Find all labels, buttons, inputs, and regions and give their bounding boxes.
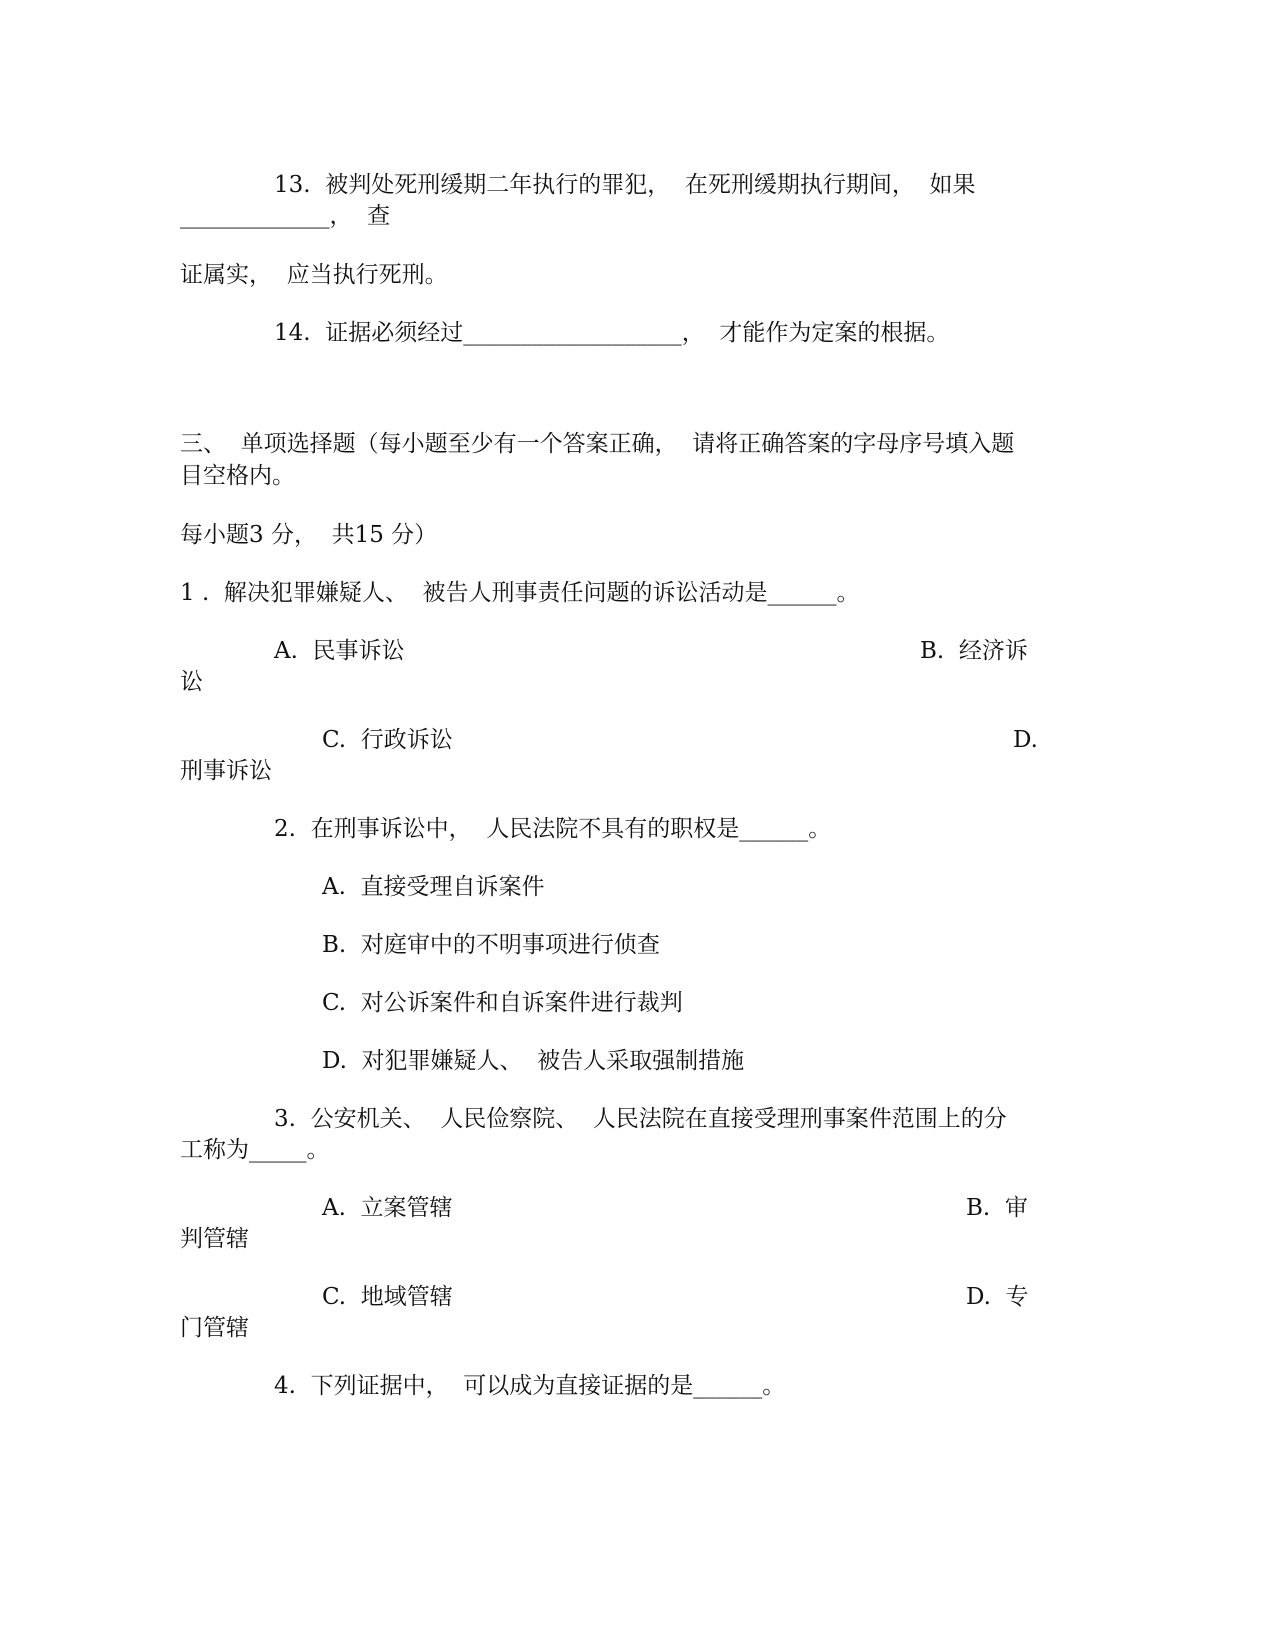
question-3: 3. 公安机关、 人民俭察院、 人民法院在直接受理刑事案件范围上的分 [274, 1106, 1007, 1132]
text-line: 13. 被判处死刑缓期二年执行的罪犯， 在死刑缓期执行期间， 如果 [274, 172, 976, 198]
question-1: 1 . 解决犯罪嫌疑人、 被告人刑事责任问题的诉讼活动是______。 [180, 580, 860, 606]
option-a: A. 直接受理自诉案件 [322, 874, 545, 900]
text-line: 讼 [180, 669, 203, 695]
text-line: 门管辖 [180, 1315, 249, 1341]
option-d: D. 专 [966, 1284, 1029, 1310]
option-b: B. 审 [966, 1195, 1028, 1221]
text-line: 工称为_____。 [180, 1137, 330, 1163]
option-b: B. 对庭审中的不明事项进行侦查 [322, 932, 660, 958]
text-line: 证属实， 应当执行死刑。 [180, 262, 448, 288]
option-d: D. 对犯罪嫌疑人、 被告人采取强制措施 [322, 1048, 745, 1074]
question-4: 4. 下列证据中， 可以成为直接证据的是______。 [274, 1373, 786, 1399]
text-line: _____________， 查 [180, 203, 391, 229]
text-line: 判管辖 [180, 1226, 249, 1252]
option-a: A. 民事诉讼 [274, 638, 405, 664]
option-d: D. [1013, 727, 1038, 753]
text-line: 14. 证据必须经过___________________， 才能作为定案的根据。 [274, 320, 950, 346]
option-c: C. 行政诉讼 [322, 727, 453, 753]
text-line: 目空格内。 [180, 463, 295, 489]
question-2: 2. 在刑事诉讼中， 人民法院不具有的职权是______。 [274, 816, 832, 842]
text-line: 每小题3 分， 共15 分） [180, 522, 438, 548]
option-c: C. 地域管辖 [322, 1284, 453, 1310]
text-line: 刑事诉讼 [180, 758, 272, 784]
section-heading: 三、 单项选择题（每小题至少有一个答案正确， 请将正确答案的字母序号填入题 [180, 431, 1015, 457]
option-b: B. 经济诉 [920, 638, 1028, 664]
option-c: C. 对公诉案件和自诉案件进行裁判 [322, 990, 683, 1016]
option-a: A. 立案管辖 [322, 1195, 453, 1221]
